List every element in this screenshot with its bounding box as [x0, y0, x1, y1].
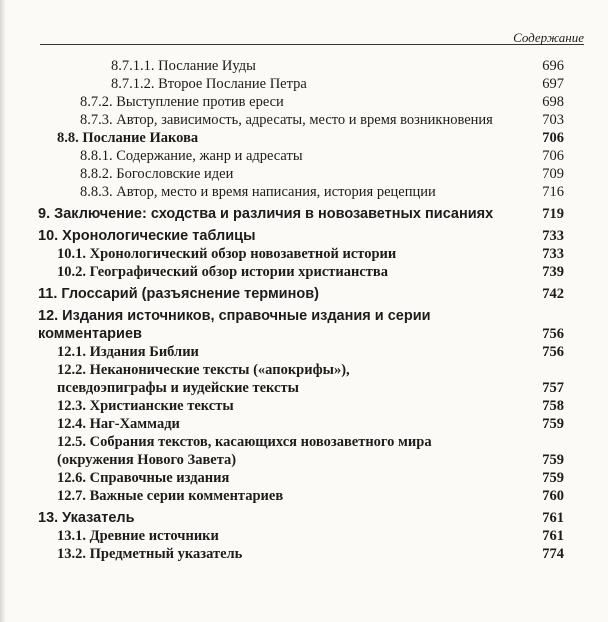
toc-entry-page: 716	[542, 184, 564, 200]
toc-entry-page: 759	[542, 452, 564, 468]
toc-entry-page: 759	[542, 470, 564, 486]
toc-entry-title: 8.7.1.2. Второе Послание Петра	[111, 76, 307, 92]
running-head: Содержание	[513, 30, 584, 45]
toc-entry-title: 8.8.2. Богословские идеи	[80, 166, 234, 182]
toc-chapter	[40, 509, 564, 527]
toc-entry-title: 12.6. Справочные издания	[57, 470, 230, 486]
toc-entry	[40, 245, 564, 263]
toc-entry-page: 697	[542, 76, 564, 92]
toc-entry-title: 8.8. Послание Иакова	[57, 130, 199, 146]
toc-chapter-title: 13. Указатель	[38, 510, 135, 526]
toc-entry-title: 8.7.2. Выступление против ереси	[80, 94, 284, 110]
toc-entry-page: 761	[542, 528, 564, 544]
toc-entry	[40, 527, 564, 545]
toc-entry-page: 739	[542, 264, 564, 280]
toc-chapter-page: 756	[542, 326, 564, 342]
toc-entry-title: 12.4. Наг-Хаммади	[57, 416, 180, 432]
toc-entry	[40, 57, 564, 75]
toc-entry-title: 12.7. Важные серии комментариев	[57, 488, 284, 504]
toc-entry-page: 758	[542, 398, 564, 414]
toc-entry-title: 13.2. Предметный указатель	[57, 546, 243, 562]
table-of-contents	[40, 57, 564, 563]
toc-entry	[40, 129, 564, 147]
toc-entry-page: 733	[542, 246, 564, 262]
toc-entry	[40, 75, 564, 93]
toc-chapter-title: 11. Глоссарий (разъяснение терминов)	[38, 286, 319, 302]
toc-entry	[40, 415, 564, 433]
toc-entry	[40, 469, 564, 487]
toc-entry-title: 8.7.1.1. Послание Иуды	[111, 58, 256, 74]
toc-entry	[40, 433, 564, 469]
toc-entry-title: 8.8.3. Автор, место и время написания, история рецепции	[80, 184, 436, 200]
toc-chapter-title: 10. Хронологические таблицы	[38, 228, 256, 244]
toc-entry	[40, 361, 564, 397]
toc-entry-title: 8.7.3. Автор, зависимость, адресаты, место и время возникновения	[80, 112, 493, 128]
toc-entry	[40, 183, 564, 201]
toc-entry	[40, 111, 564, 129]
toc-entry-page: 706	[542, 148, 564, 164]
toc-chapter	[40, 307, 564, 343]
toc-entry	[40, 397, 564, 415]
toc-chapter-title: 12. Издания источников, справочные издания и серии комментариев	[38, 308, 431, 342]
toc-chapter-page: 761	[542, 510, 564, 526]
toc-entry	[40, 487, 564, 505]
page-header	[40, 28, 584, 45]
toc-entry-title: 12.1. Издания Библии	[57, 344, 199, 360]
toc-chapter-page: 733	[542, 228, 564, 244]
toc-chapter	[40, 205, 564, 223]
toc-chapter-page: 742	[542, 286, 564, 302]
page-edge-shadow	[0, 0, 6, 622]
toc-entry-page: 774	[542, 546, 564, 562]
toc-entry-page: 756	[542, 344, 564, 360]
toc-entry-page: 759	[542, 416, 564, 432]
toc-entry-title: 10.2. Географический обзор истории христианства	[57, 264, 389, 280]
toc-entry	[40, 263, 564, 281]
toc-entry-title: 8.8.1. Содержание, жанр и адресаты	[80, 148, 303, 164]
toc-entry-title: 12.5. Собрания текстов, касающихся новозаветного мира (окружения Нового Завета)	[57, 434, 432, 468]
toc-chapter-page: 719	[542, 206, 564, 222]
toc-entry-title: 12.2. Неканонические тексты («апокрифы»), псевдоэпиграфы и иудейские тексты	[57, 362, 350, 396]
toc-entry	[40, 343, 564, 361]
toc-chapter	[40, 227, 564, 245]
toc-entry	[40, 93, 564, 111]
toc-entry-page: 703	[542, 112, 564, 128]
toc-entry-page: 698	[542, 94, 564, 110]
toc-entry-title: 10.1. Хронологический обзор новозаветной истории	[57, 246, 397, 262]
toc-entry-page: 706	[542, 130, 564, 146]
toc-entry-title: 12.3. Христианские тексты	[57, 398, 234, 414]
toc-entry	[40, 147, 564, 165]
toc-chapter	[40, 285, 564, 303]
toc-chapter-title: 9. Заключение: сходства и различия в новозаветных писаниях	[38, 206, 494, 222]
toc-entry	[40, 165, 564, 183]
toc-entry-title: 13.1. Древние источники	[57, 528, 219, 544]
toc-entry	[40, 545, 564, 563]
toc-entry-page: 760	[542, 488, 564, 504]
toc-entry-page: 709	[542, 166, 564, 182]
toc-entry-page: 757	[542, 380, 564, 396]
toc-entry-page: 696	[542, 58, 564, 74]
